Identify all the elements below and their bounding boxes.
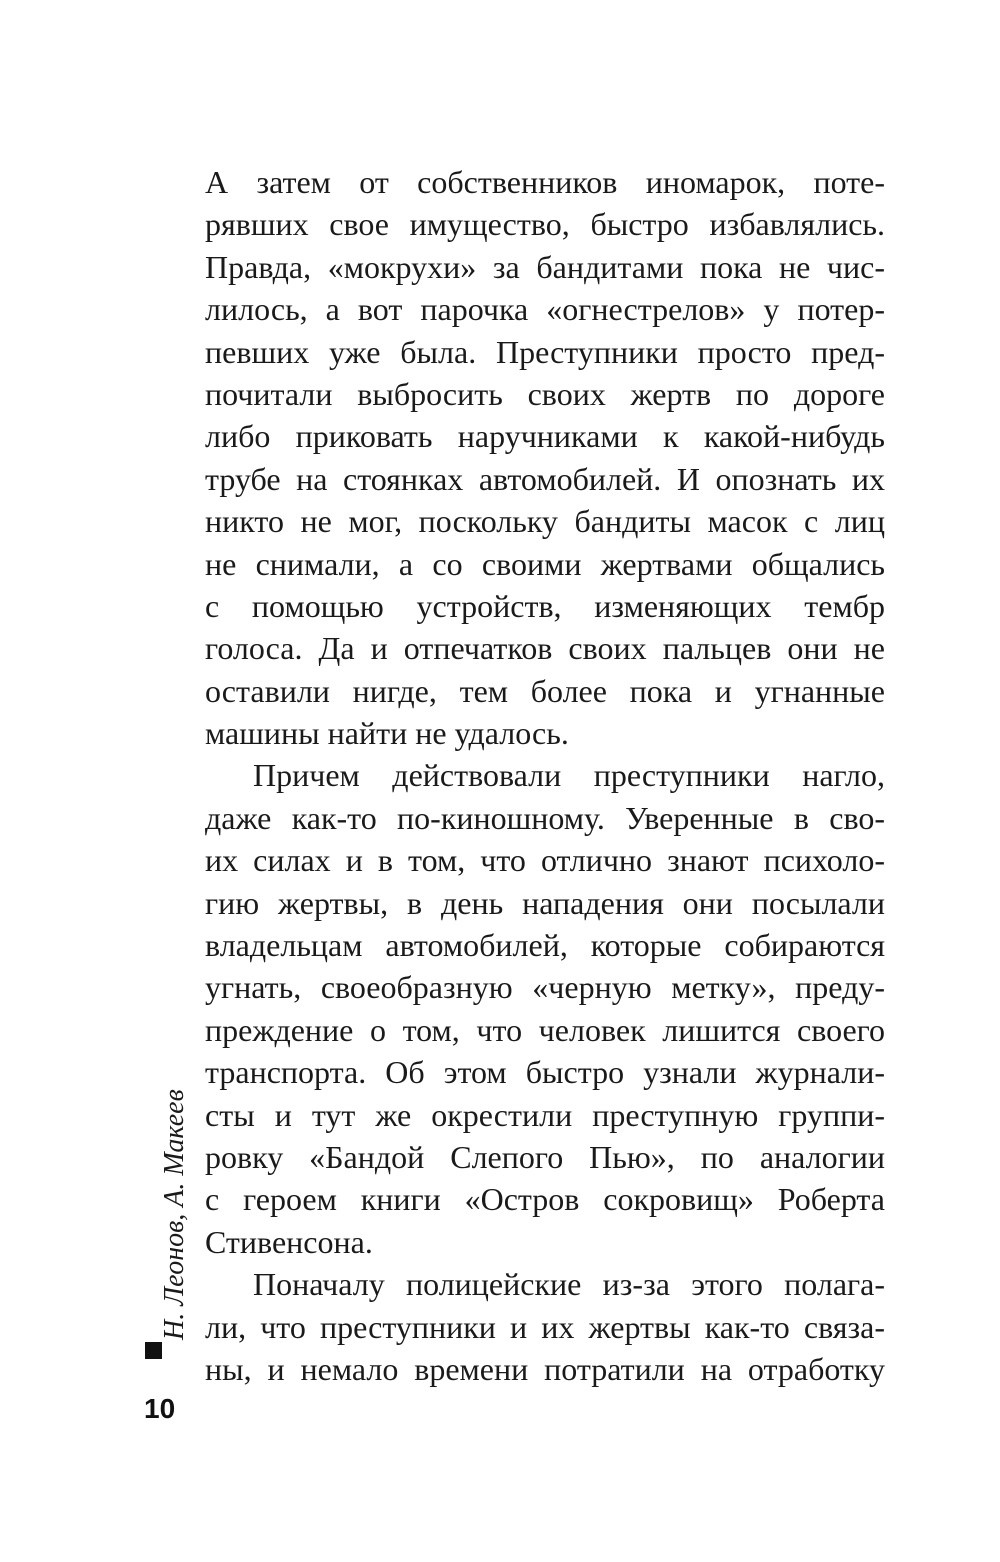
text-line: ровку «Бандой Слепого Пью», по аналогии [205,1138,885,1175]
page-number: 10 [144,1393,176,1424]
text-line: рявших свое имущество, быстро избавлялись. [205,206,885,243]
text-line: либо приковать наручниками к какой-нибудь [205,418,885,455]
text-line: с героем книги «Остров сокровищ» Роберта [205,1181,885,1218]
text-line: Стивенсона. [205,1223,373,1260]
text-line: никто не мог, поскольку бандиты масок с лиц [205,503,885,540]
paragraph-1 [205,161,885,754]
text-line: Правда, «мокрухи» за бандитами пока не чис- [205,248,885,285]
text-line: их силах и в том, что отлично знают психоло- [205,842,885,879]
text-line: Поначалу полицейские из-за этого полага- [253,1266,885,1303]
text-line: оставили нигде, тем более пока и угнанные [205,672,885,709]
section-marker-square [145,1342,162,1359]
running-head-authors: Н. Леонов, А. Макеев [159,1089,190,1340]
text-line: лилось, а вот парочка «огнестрелов» у потер- [205,291,885,328]
paragraph-3 [205,1263,885,1390]
body-text [205,161,885,1390]
paragraph-2 [205,754,885,1263]
text-line: машины найти не удалось. [205,715,569,752]
text-line: транспорта. Об этом быстро узнали журнали- [205,1054,885,1091]
text-line: ны, и немало времени потратили на отработку [205,1350,885,1387]
text-line: почитали выбросить своих жертв по дороге [205,375,885,412]
text-line: певших уже была. Преступники просто пред- [205,333,885,370]
text-line: преждение о том, что человек лишится своего [205,1011,885,1048]
text-line: голоса. Да и отпечатков своих пальцев они не [205,630,885,667]
text-line: не снимали, а со своими жертвами общались [205,545,885,582]
text-line: сты и тут же окрестили преступную группи- [205,1096,885,1133]
text-line: владельцам автомобилей, которые собираются [205,927,885,964]
text-line: гию жертвы, в день нападения они посылали [205,884,885,921]
text-line: трубе на стоянках автомобилей. И опознать их [205,460,885,497]
text-line: ли, что преступники и их жертвы как-то связа- [205,1308,885,1345]
text-line: с помощью устройств, изменяющих тембр [205,587,885,624]
text-line: даже как-то по-киношному. Уверенные в сво- [205,799,885,836]
text-line: Причем действовали преступники нагло, [253,757,885,794]
text-line: угнать, своеобразную «черную метку», преду- [205,969,885,1006]
text-line: А затем от собственников иномарок, поте- [205,164,885,200]
